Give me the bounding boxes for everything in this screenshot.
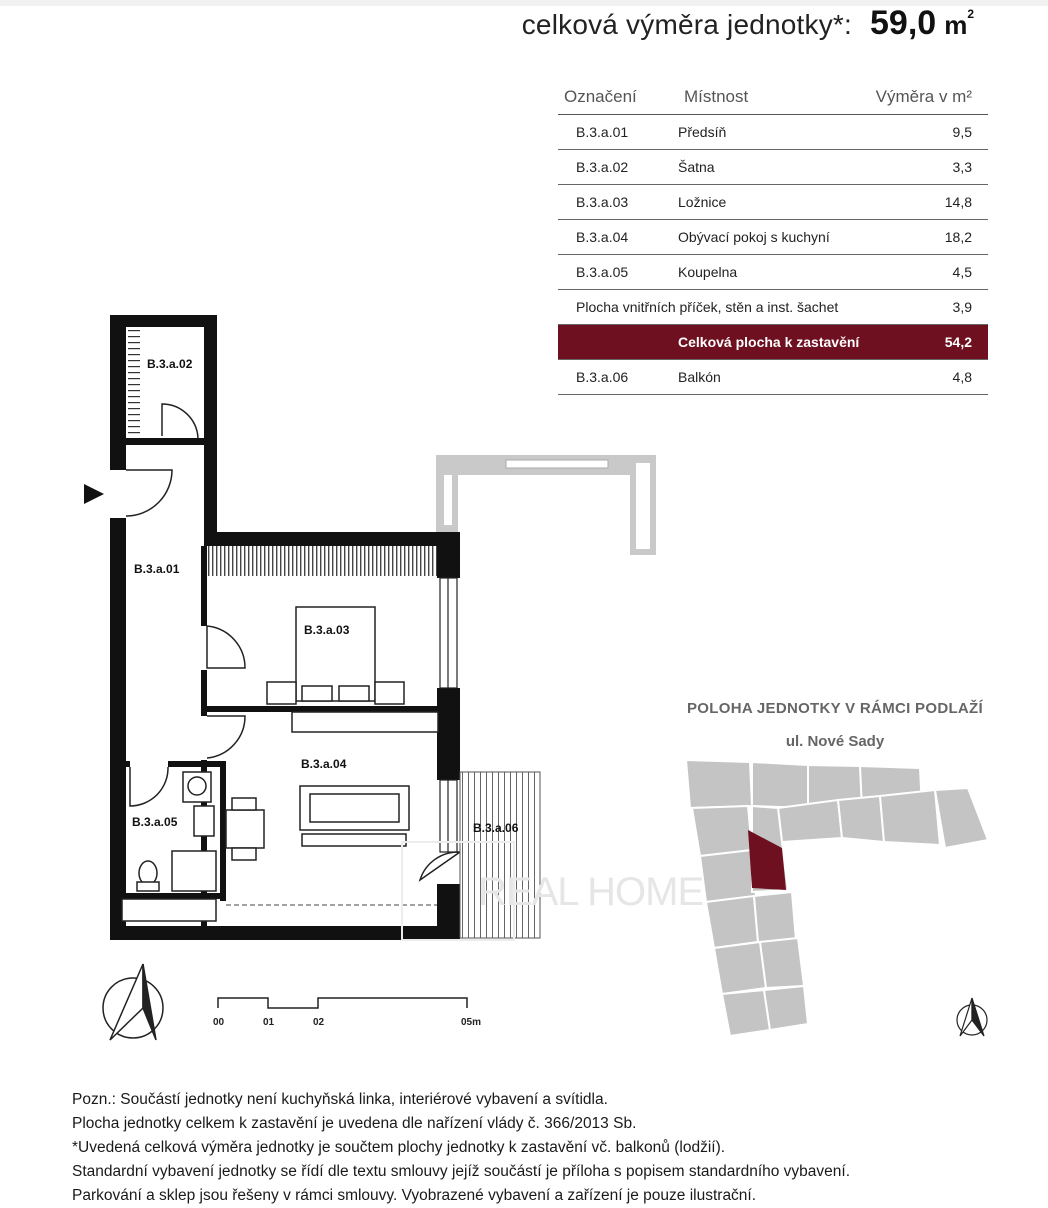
watermark-text: REAL HOME — [478, 870, 704, 914]
header-code: Označení — [558, 80, 678, 115]
walls-label: Plocha vnitřních příček, stěn a inst. šachet — [558, 290, 866, 325]
note-line: Parkování a sklep jsou řešeny v rámci smlouvy. Vyobrazené vybavení a zařízení je pouze ilustrační. — [72, 1187, 757, 1204]
row-area: 3,3 — [866, 150, 988, 185]
footnotes — [72, 1088, 850, 1208]
row-code: B.3.a.01 — [558, 115, 678, 150]
room-label-06: B.3.a.06 — [473, 821, 519, 835]
balcony-area: 4,8 — [866, 360, 988, 395]
row-code: B.3.a.02 — [558, 150, 678, 185]
bath-fixtures — [137, 772, 216, 891]
row-room: Obývací pokoj s kuchyní — [678, 220, 866, 255]
row-room: Předsíň — [678, 115, 866, 150]
row-room: Koupelna — [678, 255, 866, 290]
row-room: Ložnice — [678, 185, 866, 220]
row-area: 4,5 — [866, 255, 988, 290]
row-code: B.3.a.03 — [558, 185, 678, 220]
total-area-label: celková výměra jednotky*: — [521, 9, 852, 40]
bedroom-wardrobe — [207, 546, 437, 576]
doors — [126, 404, 460, 880]
bath-cabinet — [122, 899, 216, 921]
wardrobe-shelves — [128, 330, 140, 438]
balcony-code: B.3.a.06 — [558, 360, 678, 395]
balcony-room: Balkón — [678, 360, 866, 395]
total-label: Celková plocha k zastavění — [678, 325, 866, 360]
note-line: Plocha jednotky celkem k zastavění je uvedena dle nařízení vlády č. 366/2013 Sb. — [72, 1115, 637, 1132]
row-code: B.3.a.04 — [558, 220, 678, 255]
room-label-03: B.3.a.03 — [304, 623, 350, 637]
north-arrow-small-icon — [957, 998, 987, 1036]
note-line: *Uvedená celková výměra jednotky je součtem plochy jednotky k zastavění vč. balkonů (lodžií). — [72, 1139, 726, 1156]
row-code: B.3.a.05 — [558, 255, 678, 290]
scale-tick-5: 05m — [461, 1017, 482, 1028]
note-line: Standardní vybavení jednotky se řídí dle textu smlouvy jejíž součástí je příloha s popisem standardního vybavení. — [72, 1163, 851, 1180]
scale-tick-0: 00 — [213, 1017, 225, 1028]
row-area: 9,5 — [866, 115, 988, 150]
room-label-02: B.3.a.02 — [147, 357, 193, 371]
scale-tick-2: 02 — [313, 1017, 325, 1028]
room-label-01: B.3.a.01 — [134, 562, 180, 576]
neighbour-balcony — [436, 455, 656, 555]
row-area: 14,8 — [866, 185, 988, 220]
walls-area: 3,9 — [866, 290, 988, 325]
row-area: 18,2 — [866, 220, 988, 255]
note-line: Pozn.: Součástí jednotky není kuchyňská linka, interiérové vybavení a svítidla. — [72, 1091, 608, 1108]
row-room: Šatna — [678, 150, 866, 185]
living-furniture — [226, 712, 438, 860]
room-label-05: B.3.a.05 — [132, 815, 178, 829]
unit-superscript: 2 — [967, 7, 974, 22]
scale-bar — [218, 998, 467, 1008]
location-title: POLOHA JEDNOTKY V RÁMCI PODLAŽÍ — [687, 700, 983, 717]
location-map — [686, 760, 988, 1036]
scale-tick-1: 01 — [263, 1017, 275, 1028]
north-arrow-icon — [103, 964, 163, 1040]
unit-text: m — [944, 10, 968, 40]
header-room: Místnost — [678, 80, 866, 115]
location-street: ul. Nové Sady — [785, 733, 885, 750]
total-area: 54,2 — [866, 325, 988, 360]
entrance-arrow-icon — [84, 484, 104, 504]
bed — [267, 607, 404, 704]
room-label-04: B.3.a.04 — [301, 757, 347, 771]
header-area: Výměra v m² — [866, 80, 988, 115]
total-area-value: 59,0 — [870, 4, 937, 42]
